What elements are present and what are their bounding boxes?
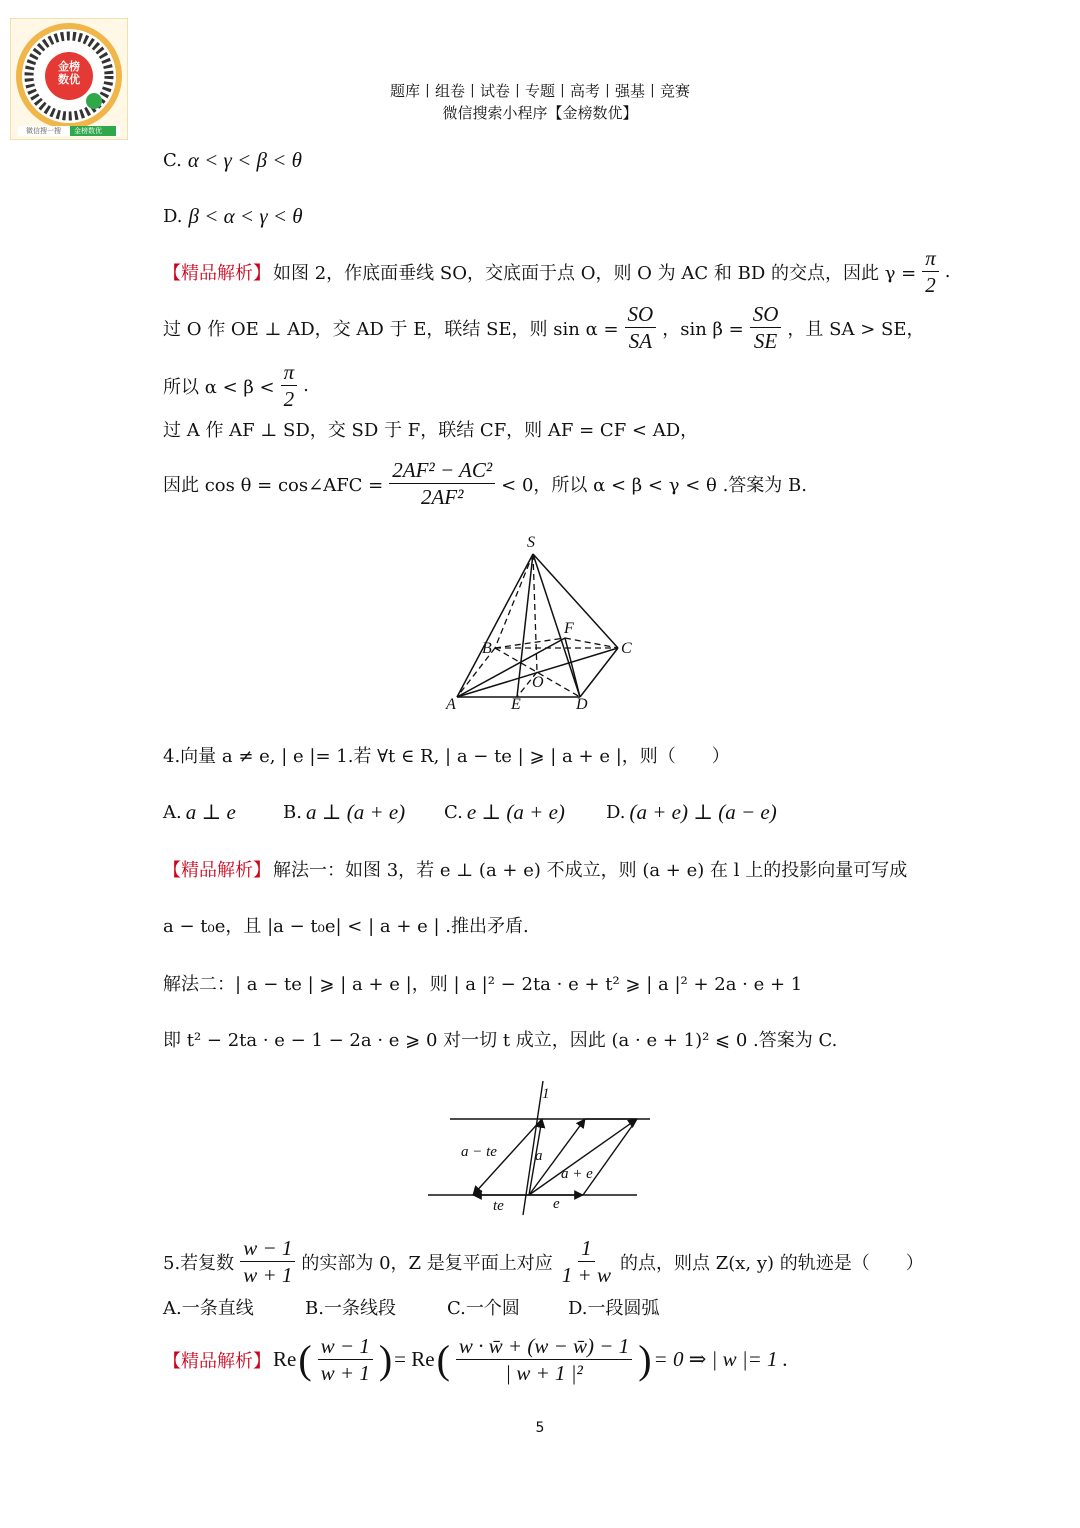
label-te: te bbox=[493, 1198, 504, 1214]
q4-analysis-line1: 【精品解析】 解法一：如图 3，若 e ⊥ (a + e) 不成立，则 (a + e) 在 l 上的投影向量可写成 bbox=[163, 856, 907, 882]
label-l: 1 bbox=[542, 1086, 550, 1102]
logo-title: 金榜 数优 bbox=[58, 60, 80, 86]
label-O: O bbox=[532, 674, 544, 691]
analysis-tag: 【精品解析】 bbox=[163, 262, 271, 284]
q4-option-b: B. a ⊥ (a + e) bbox=[283, 800, 406, 824]
q3-analysis-line1: 【精品解析】 如图 2，作底面垂线 SO，交底面于点 O，则 O 为 AC 和 BD 的交点，因此 γ = $\frac{\pi}{2}$ . bbox=[163, 246, 951, 298]
logo-footer-left: 微信搜一搜 bbox=[26, 127, 61, 135]
q5-option-d: D.一段圆弧 bbox=[568, 1298, 660, 1319]
analysis-tag: 【精品解析】 bbox=[163, 860, 271, 881]
label-a: a bbox=[535, 1148, 543, 1164]
label-e: e bbox=[553, 1196, 560, 1212]
q5-option-c: C.一个圆 bbox=[447, 1298, 520, 1319]
q4-option-a: A. a ⊥ e bbox=[163, 800, 236, 824]
q5-option-b: B.一条线段 bbox=[305, 1298, 396, 1319]
q5-option-a: A.一条直线 bbox=[163, 1298, 254, 1319]
q4-analysis-line4: 即 t² − 2ta · e − 1 − 2a · e ⩾ 0 对一切 t 成立，因此 (a · e + 1)² ⩽ 0 .答案为 C. bbox=[163, 1030, 838, 1051]
q3-analysis-line2: 过 O 作 OE ⊥ AD，交 AD 于 E，联结 SE，则 sin α = $\frac{SO}{SA}$ ，sin β = $\frac{SO}{SE}$ ，且 SA > SE， bbox=[163, 302, 925, 354]
header-subtitle: 微信搜索小程序【金榜数优】 bbox=[442, 104, 638, 122]
figure-3-vectors bbox=[425, 1078, 655, 1218]
label-A: A bbox=[446, 696, 456, 713]
q4-stem: 4.向量 a ≠ e, | e |= 1.若 ∀t ∈ R, | a − te | ⩾ | a + e |，则（ ） bbox=[163, 746, 730, 767]
q3-analysis-line3: 所以 α < β < $\frac{\pi}{2}$ . bbox=[163, 360, 309, 412]
q3-analysis-line5: 因此 cos θ = cos∠AFC = $\frac{\text{2AF² − AC²}}{\text{2AF²}}$ < 0，所以 α < β < γ < θ .答案为 B. bbox=[163, 458, 807, 510]
label-S: S bbox=[527, 534, 535, 551]
q4-option-c: C. e ⊥ (a + e) bbox=[444, 800, 565, 824]
label-B: B bbox=[482, 640, 492, 657]
label-a-plus-e: a + e bbox=[561, 1166, 593, 1182]
analysis-tag: 【精品解析】 bbox=[163, 1350, 271, 1372]
label-D: D bbox=[576, 696, 588, 713]
figure-2-pyramid bbox=[440, 532, 650, 720]
q5-analysis: 【精品解析】 Re ( $\frac{w - 1}{w + 1}$ ) = Re ( $\frac{w \cdot w̄ + (w - w̄) - 1}{\text{| w + 1 |²}}$ ) = 0 ⇒ | w |= 1 . bbox=[163, 1334, 789, 1386]
label-F: F bbox=[564, 620, 574, 637]
label-C: C bbox=[621, 640, 632, 657]
q4-option-d: D. (a + e) ⊥ (a − e) bbox=[606, 800, 777, 824]
label-E: E bbox=[511, 696, 521, 713]
label-a-minus-te: a − te bbox=[461, 1144, 497, 1160]
q3-analysis-line4: 过 A 作 AF ⊥ SD，交 SD 于 F，联结 CF，则 AF = CF < AD， bbox=[163, 420, 699, 441]
page-number: 5 bbox=[535, 1420, 545, 1436]
q5-stem: 5.若复数 $\frac{w - 1}{w + 1}$ 的实部为 0，Z 是复平面上对应 $\frac{1}{1 + w}$ 的点，则点 Z(x, y) 的轨迹是（ ） bbox=[163, 1236, 924, 1288]
q4-analysis-line3: 解法二：| a − te | ⩾ | a + e |，则 | a |² − 2ta · e + t² ⩾ | a |² + 2a · e + 1 bbox=[163, 974, 803, 995]
logo-footer-right: 金榜数优 bbox=[74, 127, 102, 135]
q3-option-d: D. β < α < γ < θ bbox=[163, 204, 303, 228]
q3-option-c: C. α < γ < β < θ bbox=[163, 148, 302, 172]
q4-analysis-line2: a − t₀e，且 |a − t₀e| < | a + e | .推出矛盾. bbox=[163, 916, 529, 937]
header-nav: 题库丨组卷丨试卷丨专题丨高考丨强基丨竞赛 bbox=[389, 82, 690, 100]
